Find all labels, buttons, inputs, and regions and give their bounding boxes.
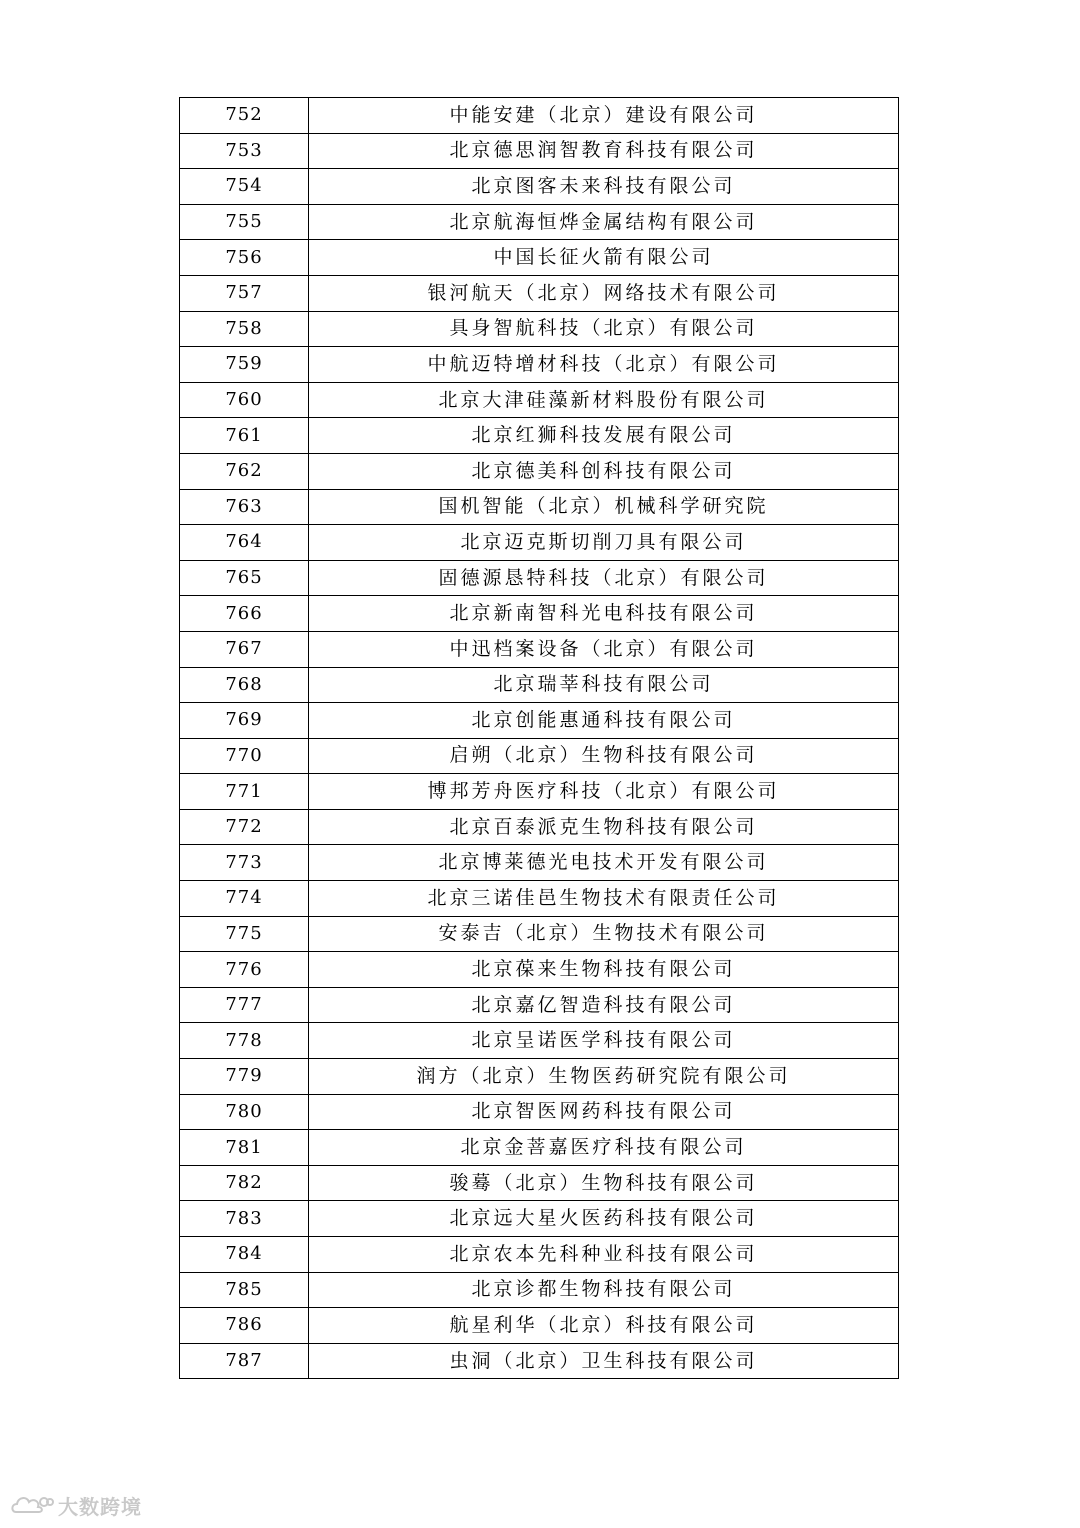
table-row (180, 240, 899, 276)
table-row (180, 774, 899, 810)
company-name: 北京百泰派克生物科技有限公司 (309, 809, 899, 845)
table-row (180, 738, 899, 774)
row-number: 785 (180, 1272, 309, 1308)
table-row (180, 204, 899, 240)
table-row (180, 311, 899, 347)
row-number: 757 (180, 275, 309, 311)
company-name: 具身智航科技（北京）有限公司 (309, 311, 899, 347)
table-row (180, 453, 899, 489)
table-row (180, 1272, 899, 1308)
company-name: 博邦芳舟医疗科技（北京）有限公司 (309, 774, 899, 810)
company-name: 中航迈特增材科技（北京）有限公司 (309, 347, 899, 383)
company-name: 北京德思润智教育科技有限公司 (309, 133, 899, 169)
row-number: 770 (180, 738, 309, 774)
row-number: 759 (180, 347, 309, 383)
company-name: 中国长征火箭有限公司 (309, 240, 899, 276)
company-name: 北京新南智科光电科技有限公司 (309, 596, 899, 632)
company-name: 北京智医网药科技有限公司 (309, 1094, 899, 1130)
company-name: 虫洞（北京）卫生科技有限公司 (309, 1343, 899, 1379)
table-row (180, 525, 899, 561)
company-name: 北京诊都生物科技有限公司 (309, 1272, 899, 1308)
company-name: 润方（北京）生物医药研究院有限公司 (309, 1059, 899, 1095)
company-name: 北京红狮科技发展有限公司 (309, 418, 899, 454)
row-number: 778 (180, 1023, 309, 1059)
row-number: 758 (180, 311, 309, 347)
row-number: 764 (180, 525, 309, 561)
company-name: 国机智能（北京）机械科学研究院 (309, 489, 899, 525)
table-row (180, 169, 899, 205)
row-number: 777 (180, 987, 309, 1023)
table-body (180, 98, 899, 1379)
row-number: 786 (180, 1308, 309, 1344)
cloud-logo-icon (10, 1492, 54, 1518)
row-number: 769 (180, 703, 309, 739)
table-row (180, 1059, 899, 1095)
table-row (180, 489, 899, 525)
company-name: 银河航天（北京）网络技术有限公司 (309, 275, 899, 311)
row-number: 765 (180, 560, 309, 596)
table-row (180, 418, 899, 454)
company-name: 北京创能惠通科技有限公司 (309, 703, 899, 739)
watermark (10, 1490, 142, 1520)
table-row (180, 1237, 899, 1273)
table-row (180, 596, 899, 632)
company-name: 航星利华（北京）科技有限公司 (309, 1308, 899, 1344)
company-name: 北京迈克斯切削刀具有限公司 (309, 525, 899, 561)
company-name: 中迅档案设备（北京）有限公司 (309, 631, 899, 667)
table-row (180, 98, 899, 134)
table-row (180, 845, 899, 881)
row-number: 760 (180, 382, 309, 418)
table-row (180, 916, 899, 952)
table-row (180, 1201, 899, 1237)
row-number: 763 (180, 489, 309, 525)
company-name: 北京三诺佳邑生物技术有限责任公司 (309, 881, 899, 917)
row-number: 768 (180, 667, 309, 703)
watermark-text: 大数跨境 (58, 1494, 142, 1519)
company-name: 北京瑞莘科技有限公司 (309, 667, 899, 703)
table-row (180, 631, 899, 667)
row-number: 779 (180, 1059, 309, 1095)
table-row (180, 1165, 899, 1201)
company-name: 安泰吉（北京）生物技术有限公司 (309, 916, 899, 952)
company-name: 北京德美科创科技有限公司 (309, 453, 899, 489)
table-row (180, 1094, 899, 1130)
row-number: 754 (180, 169, 309, 205)
row-number: 787 (180, 1343, 309, 1379)
company-name: 北京远大星火医药科技有限公司 (309, 1201, 899, 1237)
row-number: 761 (180, 418, 309, 454)
row-number: 774 (180, 881, 309, 917)
table-row (180, 881, 899, 917)
row-number: 780 (180, 1094, 309, 1130)
table-row (180, 347, 899, 383)
company-name: 北京葆来生物科技有限公司 (309, 952, 899, 988)
row-number: 766 (180, 596, 309, 632)
table-row (180, 667, 899, 703)
company-name: 北京金菩嘉医疗科技有限公司 (309, 1130, 899, 1166)
company-name: 固德源恳特科技（北京）有限公司 (309, 560, 899, 596)
company-name: 中能安建（北京）建设有限公司 (309, 98, 899, 134)
row-number: 755 (180, 204, 309, 240)
table-row (180, 1308, 899, 1344)
company-name: 启朔（北京）生物科技有限公司 (309, 738, 899, 774)
company-name: 北京呈诺医学科技有限公司 (309, 1023, 899, 1059)
table-row (180, 382, 899, 418)
company-name: 北京嘉亿智造科技有限公司 (309, 987, 899, 1023)
company-name: 北京图客未来科技有限公司 (309, 169, 899, 205)
row-number: 773 (180, 845, 309, 881)
table-row (180, 1023, 899, 1059)
company-name: 北京大津硅藻新材料股份有限公司 (309, 382, 899, 418)
table-row (180, 952, 899, 988)
row-number: 772 (180, 809, 309, 845)
row-number: 771 (180, 774, 309, 810)
row-number: 784 (180, 1237, 309, 1273)
table-row (180, 560, 899, 596)
company-name: 北京博莱德光电技术开发有限公司 (309, 845, 899, 881)
company-list-table (179, 97, 899, 1379)
company-name: 北京农本先科种业科技有限公司 (309, 1237, 899, 1273)
row-number: 756 (180, 240, 309, 276)
row-number: 767 (180, 631, 309, 667)
row-number: 782 (180, 1165, 309, 1201)
row-number: 783 (180, 1201, 309, 1237)
table-row (180, 809, 899, 845)
table-row (180, 987, 899, 1023)
row-number: 776 (180, 952, 309, 988)
company-name: 北京航海恒烨金属结构有限公司 (309, 204, 899, 240)
row-number: 775 (180, 916, 309, 952)
company-name: 骏蓦（北京）生物科技有限公司 (309, 1165, 899, 1201)
row-number: 753 (180, 133, 309, 169)
table-row (180, 703, 899, 739)
table-row (180, 1130, 899, 1166)
row-number: 781 (180, 1130, 309, 1166)
row-number: 752 (180, 98, 309, 134)
table-row (180, 1343, 899, 1379)
row-number: 762 (180, 453, 309, 489)
table-row (180, 133, 899, 169)
table-row (180, 275, 899, 311)
